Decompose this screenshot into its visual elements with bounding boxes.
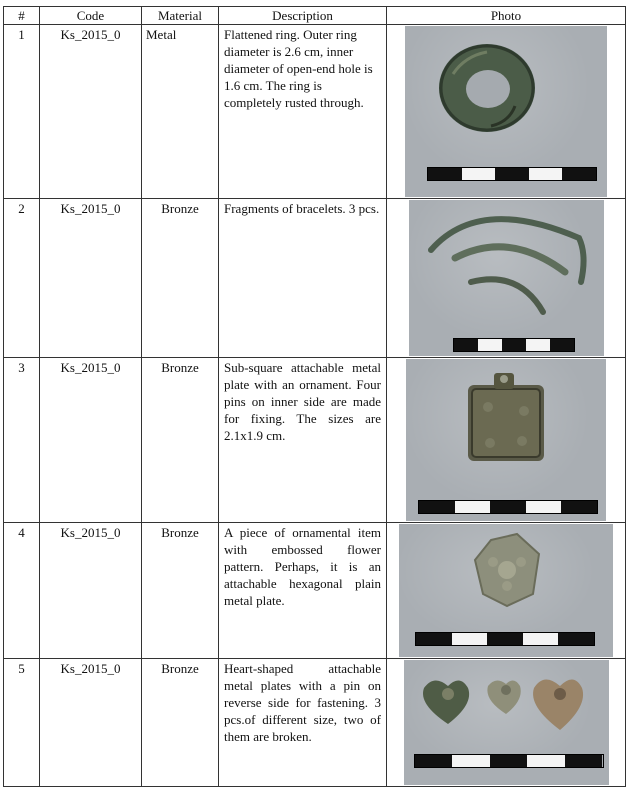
row-code: Ks_2015_0 — [40, 25, 142, 199]
row-photo — [387, 659, 626, 787]
scale-bar — [453, 338, 575, 352]
row-code: Ks_2015_0 — [40, 659, 142, 787]
header-photo: Photo — [387, 7, 626, 25]
row-photo — [387, 358, 626, 523]
scale-bar — [418, 500, 598, 514]
artifact-catalog-table — [3, 6, 626, 787]
row-photo — [387, 25, 626, 199]
row-number: 5 — [4, 659, 40, 787]
row-number: 2 — [4, 199, 40, 358]
table-row — [4, 199, 626, 358]
row-code: Ks_2015_0 — [40, 358, 142, 523]
row-photo — [387, 523, 626, 659]
header-material: Material — [142, 7, 219, 25]
bracelet-fragments-image — [409, 200, 604, 356]
heart-plates-photo — [404, 660, 609, 785]
header-description: Description — [219, 7, 387, 25]
row-description: Sub-square attachable metal plate with an ornament. Four pins on inner side are made for fixing. The sizes are 2.1x1.9 cm. — [219, 358, 387, 523]
row-description: Heart-shaped attachable metal plates with a pin on reverse side for fastening. 3 pcs.of different size, two of them are broken. — [219, 659, 387, 787]
row-material: Metal — [142, 25, 219, 199]
table-row — [4, 358, 626, 523]
header-code: Code — [40, 7, 142, 25]
row-description: Fragments of bracelets. 3 pcs. — [219, 199, 387, 358]
row-material: Bronze — [142, 659, 219, 787]
row-number: 1 — [4, 25, 40, 199]
square-plate-image — [406, 359, 606, 521]
square-plate-photo — [406, 359, 606, 521]
row-material: Bronze — [142, 358, 219, 523]
bracelets-photo — [409, 200, 604, 356]
hexagonal-plate-photo — [399, 524, 613, 657]
table-row — [4, 659, 626, 787]
row-number: 3 — [4, 358, 40, 523]
row-photo — [387, 199, 626, 358]
scale-bar — [414, 754, 604, 768]
scale-bar — [427, 167, 597, 181]
row-material: Bronze — [142, 199, 219, 358]
header-num: # — [4, 7, 40, 25]
row-code: Ks_2015_0 — [40, 523, 142, 659]
row-description: Flattened ring. Outer ring diameter is 2.6 cm, inner diameter of open-end hole is 1.6 cm. The ring is completely rusted through. — [219, 25, 387, 199]
table-row — [4, 523, 626, 659]
header-row — [4, 7, 626, 25]
scale-bar — [415, 632, 595, 646]
row-material: Bronze — [142, 523, 219, 659]
row-number: 4 — [4, 523, 40, 659]
ring-photo — [405, 26, 607, 197]
row-code: Ks_2015_0 — [40, 199, 142, 358]
table-row — [4, 25, 626, 199]
row-description: A piece of ornamental item with embossed flower pattern. Perhaps, it is an attachable hexagonal plain metal plate. — [219, 523, 387, 659]
